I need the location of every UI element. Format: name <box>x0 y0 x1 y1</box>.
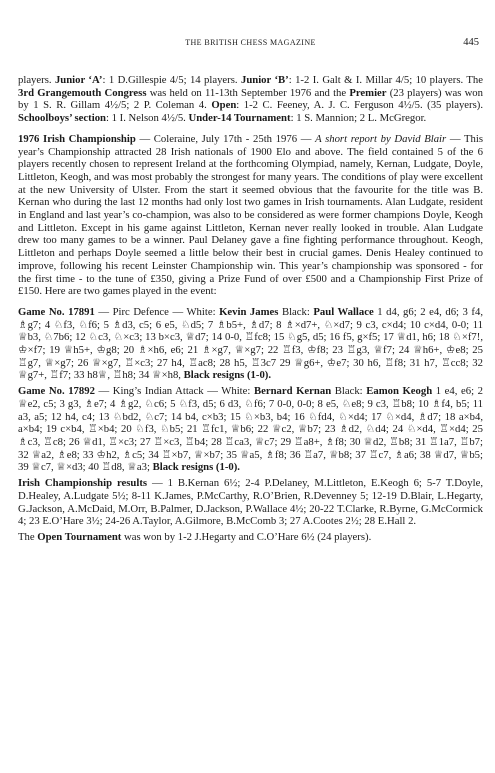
text-run: Black: <box>331 385 367 398</box>
open-label: Open <box>211 99 237 112</box>
white-player: Kevin James <box>219 305 279 318</box>
results-label: Irish Championship results <box>18 477 148 490</box>
game-label: Game No. 17892 <box>18 385 95 398</box>
running-head-title: THE BRITISH CHESS MAGAZINE <box>185 38 316 47</box>
text-run: : 1-2 I. Galt & I. Millar 4/5; 10 players. The <box>288 74 484 86</box>
section-heading: 1976 Irish Championship <box>18 132 136 145</box>
open-tournament-result <box>18 531 483 544</box>
text-run: — This year’s Championship attracted 28 Irish nationals of 1900 Elo and above. The field contained 5 of the 6 players recently chosen to represent Ireland at the forthcoming Olympiad, namely, Kernan, Ludgate, Doyle, Littleton, Keogh, and was most probably the strongest for many years. The conditions of play were excellent at the new University of Ulster. From the start it seemed obvious that the favourite for the title was B. Kernan who during the last 12 months had only lost two games in Irish tournaments. Alan Ludgate, resident in England and last year’s co-champion, was also to be considered as were former champions Doyle, Keogh and Littleton. Except in his game against Littleton, Kernan never really looked in trouble. Alan Ludgate drew too many games to be a winner. Paul Delaney gave a fine fighting performance throughout. Keogh, Littleton and perhaps Doyle seemed a little below their best in crucial games. Denis Healey continued to improve, following his recent Leinster Championship win. This year’s championship was sponsored - for the first time - to the tune of £350, giving a Prize Fund of over £500 and a Championship First Prize of £150. Here are two games played in the event: <box>18 132 484 298</box>
text-run: Black: <box>278 305 314 318</box>
black-player: Eamon Keogh <box>366 385 433 398</box>
scottish-results-paragraph <box>18 74 483 125</box>
text-run: : 1-2 C. Feeney, A. J. C. Ferguson 4½/5. (35 players). <box>236 99 483 112</box>
text-run: was won by 1-2 J.Hegarty and C.O’Hare 6½ (24 players). <box>121 530 372 543</box>
game-moves: 1 d4, g6; 2 e4, d6; 3 f4, ♗g7; 4 ♘f3, ♘f6; 5 ♗d3, c5; 6 e5, ♘d5; 7 ♗b5+, ♗d7; 8 ♗×d7+, ♘×d7; 9 c3, c×d4; 10 c×d4, 0-0; 11 ♕b3, ♘7b6; 12 ♘c3, ♘×c3; 13 b×c3, ♕d7; 14 0-0, ♖fc8; 15 ♘g5, d5; 16 f5, g×f5; 17 ♕d1, h6; 18 ♘×f7!, ♔×f7; 19 ♕h5+, ♔g8; 20 ♗×h6, e6; 21 ♗×g7, ♕×g7; 22 ♖f3, ♔f8; 23 ♖g3, ♕f7; 24 ♕h6+, ♔e8; 25 ♖g7, ♕×g7; 26 ♕×g7, ♖×c3; 27 h4, ♖ac8; 28 h5, ♖3c7 29 ♕g6+, ♔e7; 30 h6, ♖f8; 31 h7, ♖cc8; 32 ♕g7+, ♖f7; 33 h8♕, ♖h8; 34 ♕×h8, <box>18 305 484 382</box>
white-player: Bernard Kernan <box>253 385 332 398</box>
junior-a-label: Junior ‘A’ <box>54 74 103 86</box>
text-run: — King’s Indian Attack — White: <box>94 385 254 398</box>
game-label: Game No. 17891 <box>18 305 95 318</box>
championship-results <box>18 477 483 528</box>
game-moves: 1 e4, e6; 2 ♕e2, c5; 3 g3, ♗e7; 4 ♗g2, ♘c6; 5 ♘f3, d5; 6 d3, ♘f6; 7 0-0, 0-0; 8 e5, ♘e8; 9 c3, ♖b8; 10 ♗f4, b5; 11 a3, a5; 12 h4, c4; 13 ♘bd2, ♘c7; 14 b4, c×b3; 15 ♘×b3, b4; 16 ♘fd4, ♘×d4; 17 ♘×d4, ♗d7; 18 a×b4, a×b4; 19 c×b4, ♖×b4; 20 ♘f3, ♘b5; 21 ♖fc1, ♕b6; 22 ♕c2, ♕b7; 23 ♗d2, ♘d4; 24 ♘×d4, ♖×d4; 25 ♗c3, ♖c8; 26 ♕d1, ♖×c3; 27 ♖×c3, ♖b4; 28 ♖ca3, ♕c7; 29 ♖a8+, ♗f8; 30 ♕d2, ♖b8; 31 ♖1a7, ♖b7; 32 ♕a2, ♗e8; 33 ♔h2, ♗c5; 34 ♖×b7, ♕×b7; 35 ♕a5, ♗f8; 36 ♖a7, ♕b8; 37 ♖c7, ♗a6; 38 ♕d7, ♕b5; 39 ♕c7, ♕×d3; 40 ♖d8, ♕a3; <box>18 385 483 474</box>
open-tournament-label: Open Tournament <box>37 530 122 543</box>
under-14-label: Under-14 Tournament <box>188 112 291 125</box>
game-result: Black resigns (1-0). <box>183 369 272 382</box>
junior-b-label: Junior ‘B’ <box>240 74 289 86</box>
game-17891 <box>18 306 483 382</box>
premier-label: Premier <box>349 86 387 99</box>
text-run: (23 players) was won by 1 S. R. Gillam 4½/5; 2 P. Coleman 4. <box>18 86 483 112</box>
text-run: : 1 S. Mannion; 2 L. McGregor. <box>290 112 427 125</box>
text-run: was held on 11-13th September 1976 and the <box>146 86 350 99</box>
text-run: — Pirc Defence — White: <box>94 305 220 318</box>
game-17892 <box>18 385 483 474</box>
byline: A short report by David Blair <box>315 132 447 145</box>
results-text: — 1 B.Kernan 6½; 2-4 P.Delaney, M.Littleton, E.Keogh 6; 5-7 T.Doyle, D.Healey, A.Ludgate 5½; 8-11 K.James, P.McCarthy, R.O’Brien, R.Devenney 5; 12-19 D.Blair, L.Hegarty, G.Jackson, A.McDaid, M.Orr, B.Palmer, D.Jackson, P.Wallace 4½; 20-22 T.Clarke, R.Byrne, G.McCormick 4; 23 E.O’Hare 3½; 24-26 A.Taylor, A.Gilmore, B.McComb 3; 27 A.Cootes 2½; 28 E.Hall 2. <box>18 477 484 528</box>
running-head <box>18 38 483 54</box>
text-run: players. <box>18 74 55 86</box>
text-run: The <box>18 530 38 543</box>
article-body <box>18 74 483 547</box>
grangemouth-congress-label: 3rd Grangemouth Congress <box>18 86 147 99</box>
irish-championship-report <box>18 133 483 298</box>
black-player: Paul Wallace <box>313 305 374 318</box>
page-number: 445 <box>463 37 479 48</box>
text-run: : 1 I. Nelson 4½/5. <box>105 112 189 125</box>
schoolboys-label: Schoolboys’ section <box>18 112 106 125</box>
text-run: : 1 D.Gillespie 4/5; 14 players. <box>102 74 241 86</box>
game-result: Black resigns (1-0). <box>152 461 240 474</box>
text-run: — Coleraine, July 17th - 25th 1976 — <box>135 132 316 145</box>
